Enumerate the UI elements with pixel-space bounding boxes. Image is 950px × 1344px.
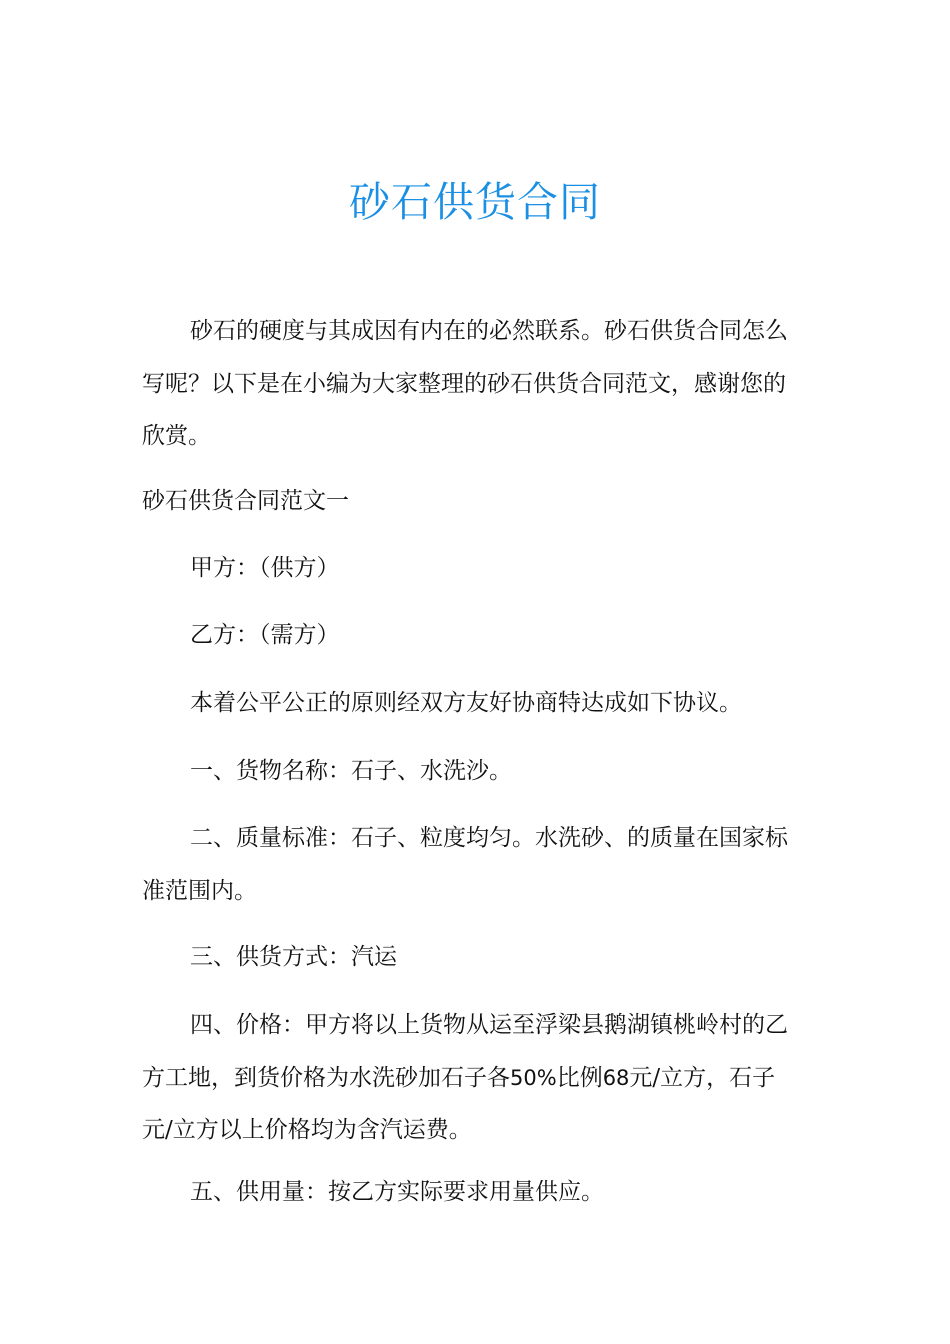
clause-4-cont [142, 1052, 808, 1157]
clause-4-text-a: 方工地，到货价格为水洗砂加石子各 [142, 1064, 510, 1091]
intro-paragraph-cont [142, 358, 808, 463]
clause-4 [142, 999, 808, 1052]
clause-1: 一、货物名称：石子、水洗沙。 [190, 758, 512, 784]
clause-3: 三、供货方式：汽运 [190, 944, 397, 970]
clause-4-line-1: 四、价格：甲方将以上货物从运至浮梁县鹅湖镇桃岭村的乙 [190, 1012, 788, 1038]
party-b: 乙方：（需方） [190, 622, 340, 648]
clause-4-text-c: 元/立方，石子 [629, 1064, 776, 1091]
clause-4-price: 68 [602, 1065, 630, 1090]
intro-line-1: 砂石的硬度与其成因有内在的必然联系。砂石供货合同怎么 [190, 318, 788, 344]
clause-4-line-3: 元/立方以上价格均为含汽运费。 [142, 1117, 472, 1143]
clause-2-line-2: 准范围内。 [142, 877, 257, 904]
clause-4-text-b: 比例 [556, 1064, 603, 1091]
agreement-statement: 本着公平公正的原则经双方友好协商特达成如下协议。 [190, 690, 742, 716]
clause-5: 五、供用量：按乙方实际要求用量供应。 [190, 1179, 604, 1205]
clause-2-cont [142, 865, 808, 918]
clause-4-line-2 [142, 1052, 808, 1105]
clause-4-percent: 50% [510, 1065, 557, 1090]
clause-2 [142, 812, 808, 865]
intro-line-2: 写呢？以下是在小编为大家整理的砂石供货合同范文，感谢您的 [142, 370, 786, 397]
intro-paragraph [142, 305, 808, 358]
clause-2-line-1: 二、质量标准：石子、粒度均匀。水洗砂、的质量在国家标 [190, 825, 788, 851]
section-heading: 砂石供货合同范文一 [142, 488, 349, 514]
document-title: 砂石供货合同 [349, 178, 601, 226]
party-a: 甲方：（供方） [190, 555, 340, 581]
intro-line-3: 欣赏。 [142, 423, 211, 449]
